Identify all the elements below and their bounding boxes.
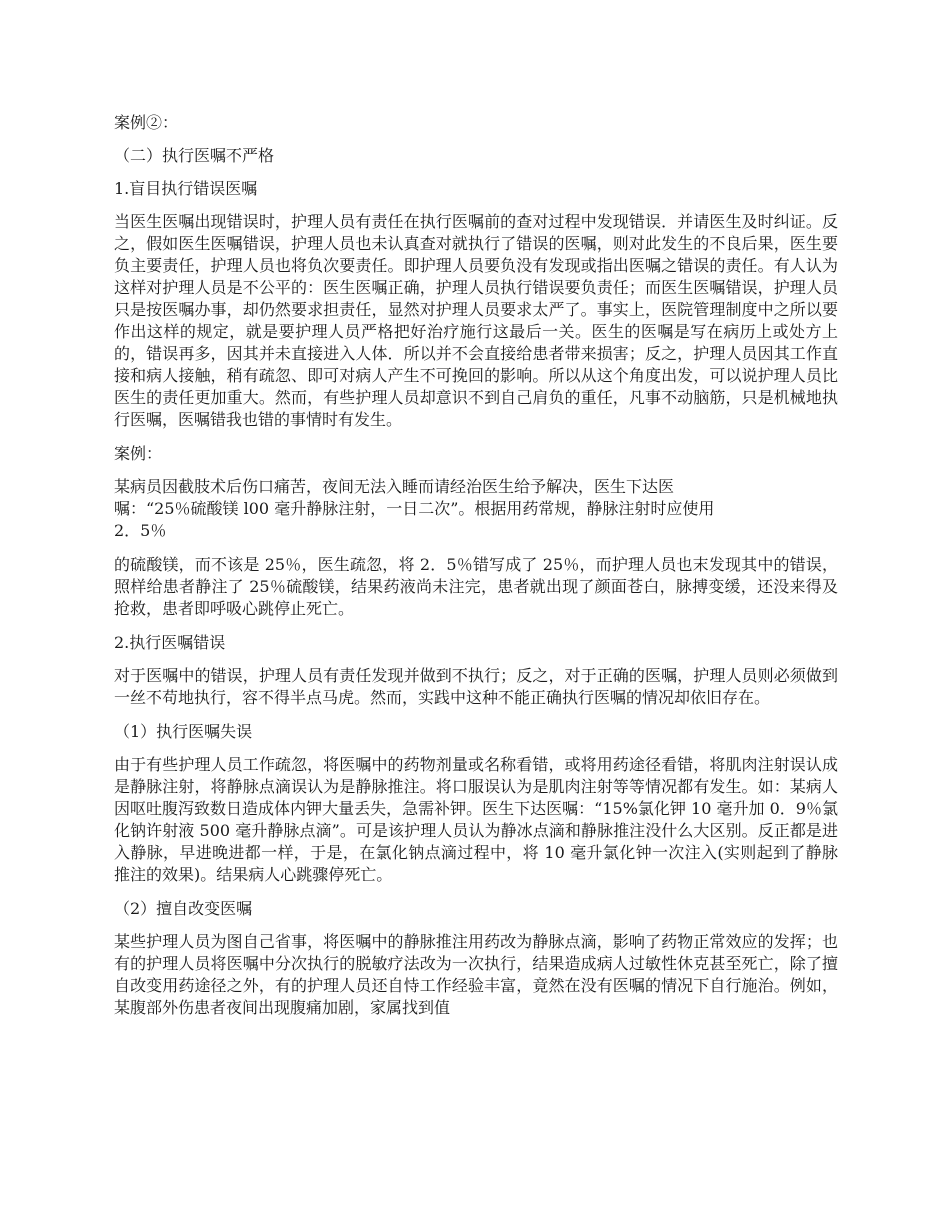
- paragraph-execution-error: 对于医嘱中的错误，护理人员有责任发现并做到不执行；反之，对于正确的医嘱，护理人员则必须做到一丝不苟地执行，容不得半点马虎。然而，实践中这种不能正确执行医嘱的情况却依旧存在。: [114, 666, 838, 707]
- subsection-heading-unauthorized-change: （2）擅自改变医嘱: [114, 899, 253, 918]
- subsection-heading-execution-mistake: （1）执行医嘱失误: [114, 722, 253, 741]
- case-label: 案例：: [114, 444, 163, 463]
- case-line-1: 某病员因截肢术后伤口痛苦，夜间无法入睡而请经治医生给予解决，医生下达医: [114, 477, 675, 496]
- document-page: [114, 112, 838, 1031]
- case-line-2: 嘱：“25％硫酸镁 l00 毫升静脉注射，一日二次”。根据用药常规，静脉注射时应使用: [114, 499, 715, 518]
- section-heading-execute-orders: （二）执行医嘱不严格: [114, 146, 275, 165]
- paragraph-execution-mistake: 由于有些护理人员工作疏忽，将医嘱中的药物剂量或名称看错，或将用药途径看错，将肌肉注射误认成是静脉注射，将静脉点滴误认为是静脉推注。将口服误认为是肌肉注射等等情况都有发生。如：某病人因呕吐腹泻致数日造成体内钾大量丢失，急需补钾。医生下达医嘱：“15%氯化钾 10 毫升加 0．9％氯化钠许射液 500 毫升静脉点滴”。可是该护理人员认为静冰点滴和静脉推注没什么大区别。反正都是进入静脉，早进晚进都一样，于是，在氯化钠点滴过程中，将 10 毫升氯化钟一次注入(实则起到了静脉推注的效果)。结果病人心跳骤停死亡。: [114, 755, 838, 884]
- paragraph-blind-execution: 当医生医嘱出现错误时，护理人员有责任在执行医嘱前的查对过程中发现错误．并请医生及时纠证。反之，假如医生医嘱错误，护理人员也未认真查对就执行了错误的医嘱，则对此发生的不良后果，医生要负主要责任，护理人员也将负次要责任。即护理人员要负没有发现或指出医嘱之错误的责任。有人认为这样对护理人员是不公平的：医生医嘱正确，护理人员执行错误要负责任；而医生医嘱错误，护理人员只是按医嘱办事，却仍然要求担责任，显然对护理人员要求太严了。事实上，医院管理制度中之所以要作出这样的规定，就是要护理人员严格把好治疗施行这最后一关。医生的医嘱是写在病历上或处方上的，错误再多，因其并未直接进入人体．所以并不会直接给患者带来损害；反之，护理人员因其工作直接和病人接触，稍有疏忽、即可对病人产生不可挽回的影响。所以从这个角度出发，可以说护理人员比医生的责任更加重大。然而，有些护理人员却意识不到自己肩负的重任，凡事不动脑筋，只是机械地执行医嘱，医嘱错我也错的事情时有发生。: [114, 212, 838, 429]
- paragraph-unauthorized-change: 某些护理人员为图自己省事，将医嘱中的静脉推注用药改为静脉点滴，影响了药物正常效应的发挥；也有的护理人员将医嘱中分次执行的脱敏疗法改为一次执行，结果造成病人过敏性休克甚至死亡，除了擅自改变用药途径之外，有的护理人员还自恃工作经验丰富，竟然在没有医嘱的情况下自行施治。例如，某腹部外伤患者夜间出现腹痛加剧，家属找到值: [114, 932, 838, 1017]
- paragraph-case-continued: 的硫酸镁，而不该是 25％，医生疏忽，将 2．5％错写成了 25％，而护理人员也末发现其中的错误，照样给患者静注了 25％硫酸镁，结果药液尚未注完，患者就出现了颜面苍白，脉搏变缓，还没来得及抢救，患者即呼吸心跳停止死亡。: [114, 555, 838, 618]
- case-line-3: 2．5％: [114, 521, 167, 540]
- case-label-2: 案例②：: [114, 113, 179, 132]
- subsection-heading-blind-execution: 1.盲目执行错误医嘱: [114, 179, 258, 198]
- subsection-heading-execution-error: 2.执行医嘱错误: [114, 633, 226, 652]
- paragraph-case-lines: [114, 476, 838, 542]
